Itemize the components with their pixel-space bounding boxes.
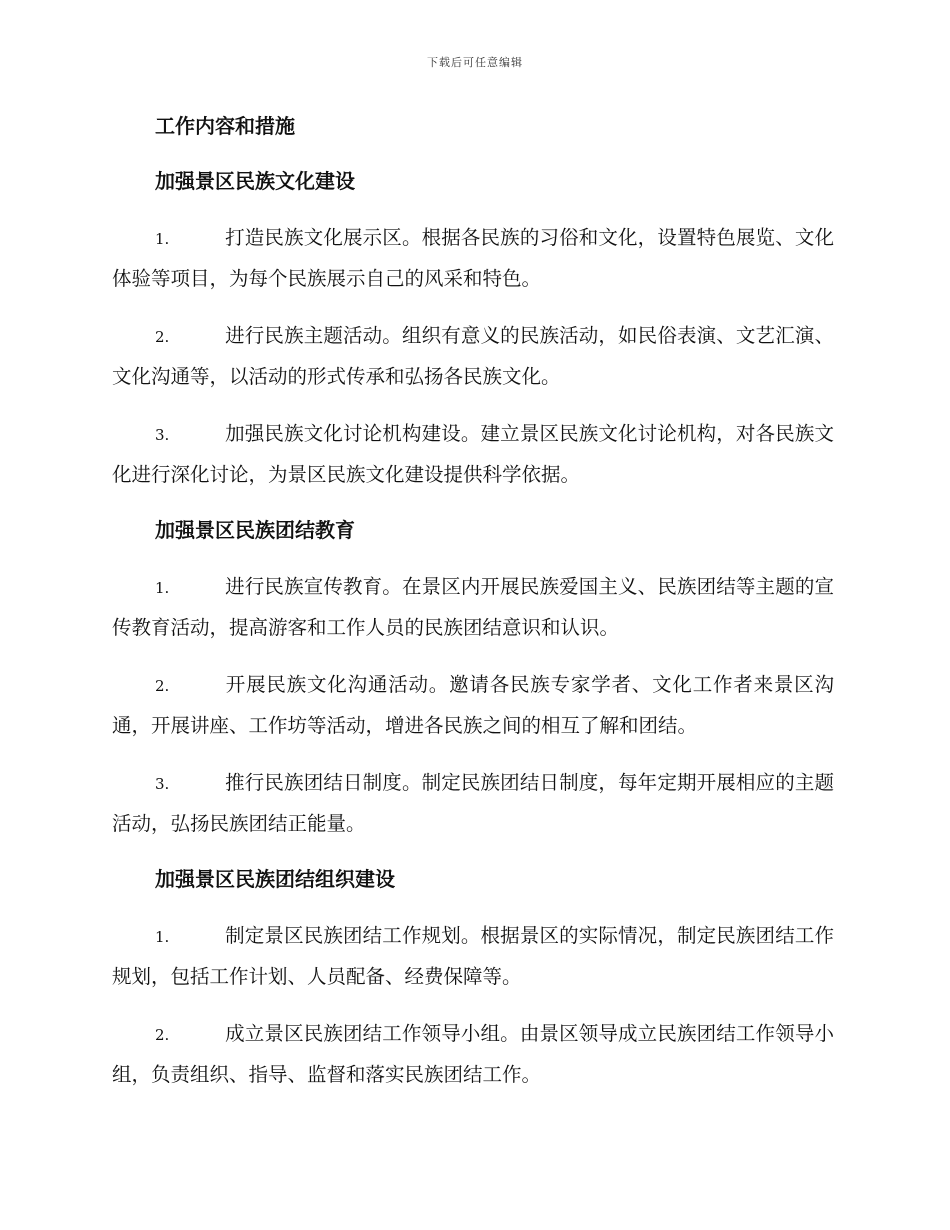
item-number: 3. [155, 775, 170, 793]
item-number: 1. [155, 579, 170, 597]
item-number: 3. [155, 426, 170, 444]
list-item [112, 567, 834, 648]
section-heading: 加强景区民族团结组织建设 [155, 867, 395, 891]
list-item [112, 665, 834, 746]
item-text: 打造民族文化展示区。根据各民族的习俗和文化，设置特色展览、文化体验等项目，为每个民族展示自己的风采和特色。 [112, 226, 834, 290]
list-item [112, 218, 834, 299]
item-number: 2. [155, 328, 170, 346]
section-heading: 加强景区民族文化建设 [155, 169, 355, 193]
header-note: 下载后可任意编辑 [427, 56, 523, 69]
list-item [112, 1014, 834, 1095]
item-text: 进行民族宣传教育。在景区内开展民族爱国主义、民族团结等主题的宣传教育活动，提高游客和工作人员的民族团结意识和认识。 [112, 575, 834, 639]
list-item [112, 414, 834, 495]
item-number: 2. [155, 1026, 170, 1044]
item-number: 1. [155, 230, 170, 248]
document-body [112, 108, 834, 1095]
list-item [112, 763, 834, 844]
item-number: 1. [155, 928, 170, 946]
list-item [112, 316, 834, 397]
item-text: 加强民族文化讨论机构建设。建立景区民族文化讨论机构，对各民族文化进行深化讨论，为景区民族文化建设提供科学依据。 [112, 422, 834, 486]
item-text: 进行民族主题活动。组织有意义的民族活动，如民俗表演、文艺汇演、文化沟通等，以活动的形式传承和弘扬各民族文化。 [112, 324, 834, 388]
item-text: 开展民族文化沟通活动。邀请各民族专家学者、文化工作者来景区沟通，开展讲座、工作坊等活动，增进各民族之间的相互了解和团结。 [112, 673, 834, 737]
item-text: 制定景区民族团结工作规划。根据景区的实际情况，制定民族团结工作规划，包括工作计划、人员配备、经费保障等。 [112, 924, 834, 988]
section-heading: 加强景区民族团结教育 [155, 518, 355, 542]
item-text: 成立景区民族团结工作领导小组。由景区领导成立民族团结工作领导小组，负责组织、指导、监督和落实民族团结工作。 [112, 1022, 834, 1086]
item-number: 2. [155, 677, 170, 695]
list-item [112, 916, 834, 997]
document-title: 工作内容和措施 [155, 114, 295, 138]
item-text: 推行民族团结日制度。制定民族团结日制度，每年定期开展相应的主题活动，弘扬民族团结正能量。 [112, 771, 834, 835]
